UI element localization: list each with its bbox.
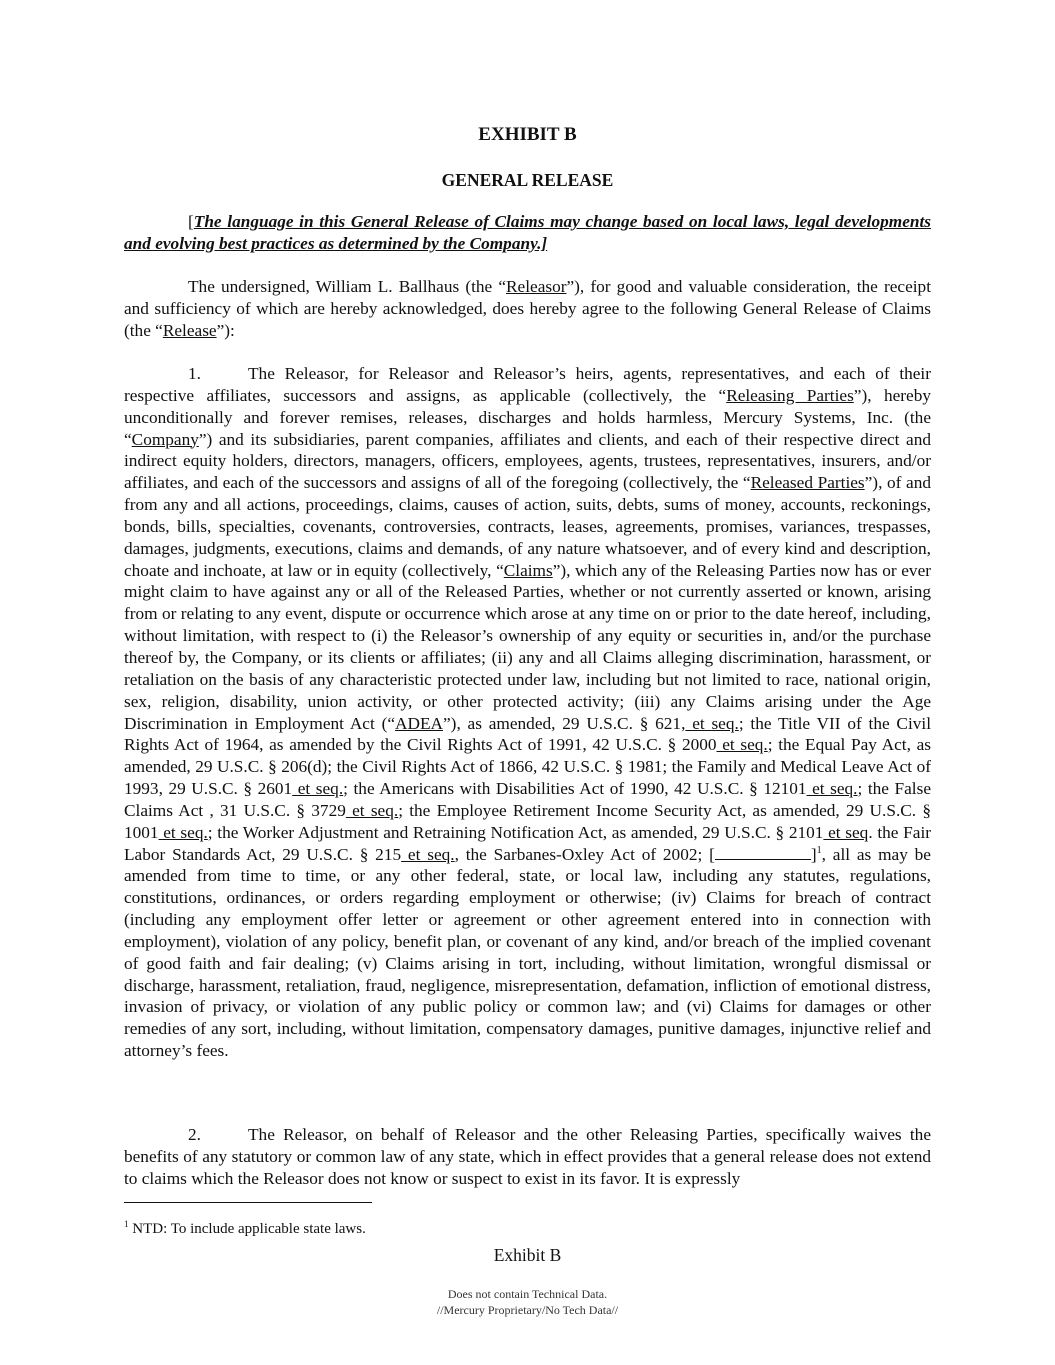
intro-text: ”):: [216, 320, 235, 340]
section-text: , all as may be amended from time to time, or any other federal, state, or local law, including any statutes, regulations, constitutions, ordinances, or orders regarding employment or otherwise; (iv) Claims for breach of contract (including any employment offer letter or agreement or other agreement entered into in connection with employment), violation of any policy, benefit plan, or covenant of any kind, and/or breach of the implied covenant of good faith and fair dealing; (v) Claims arising in tort, including, without limitation, wrongful dismissal or discharge, harassment, retaliation, fraud, negligence, misrepresentation, defamation, infliction of emotional distress, invasion of privacy, or violation of any public policy or common law; and (vi) Claims for damages or other remedies of any sort, including, without limitation, compensatory damages, punitive damages, injunctive relief and attorney’s fees.: [124, 844, 931, 1061]
section-text: ; the Employee Retirement Income Security Act, as amended, 29 U.S.C. § 1001: [124, 800, 932, 842]
defined-term-claims: Claims: [503, 560, 553, 580]
footnote-text: NTD: To include applicable state laws.: [128, 1221, 366, 1237]
section-text: ”), as amended, 29 U.S.C. § 621,: [443, 713, 686, 733]
defined-term-adea: ADEA: [395, 713, 444, 733]
technical-data-notice: Does not contain Technical Data.: [447, 1287, 608, 1301]
section-text: , the Sarbanes-Oxley Act of 2002; [: [454, 844, 715, 864]
section-text: ”) and its subsidiaries, parent companies, affiliates and clients, and each of their respective direct and indirect equity holders, directors, managers, officers, employees, agents, trustees, representatives, insurers, and/or affiliates, and each of the successors and assigns of all of the foregoing (collectively, the “: [124, 429, 931, 493]
section-text: The Releasor, on behalf of Releasor and the other Releasing Parties, specifically waives the benefits of any statutory or common law of any state, which in effect provides that a general release does not extend to claims which the Releasor does not know or suspect to exist in its favor. It is expressly: [124, 1125, 931, 1188]
footnote-reference[interactable]: 1: [816, 844, 822, 856]
intro-text: ”), for good and valuable consideration, the receipt and sufficiency of which are hereby acknowledged, does hereby agree to the following General Release of Claims (the “: [124, 277, 931, 340]
section-number: 2.: [188, 1125, 201, 1144]
proprietary-marking: //Mercury Proprietary/No Tech Data//: [436, 1303, 619, 1317]
page-label: Exhibit B: [493, 1245, 562, 1265]
section-text: ; the Americans with Disabilities Act of 1990, 42 U.S.C. § 12101: [343, 779, 807, 799]
drafting-note: [124, 211, 931, 255]
section-text: ; the False Claims Act , 31 U.S.C. § 3729: [124, 779, 931, 820]
section-number: 1.: [188, 364, 201, 383]
et-seq: et seq.: [158, 822, 208, 842]
et-seq: et seq: [823, 822, 869, 842]
defined-term-release: Release: [162, 320, 217, 340]
et-seq: et seq.: [292, 779, 344, 799]
exhibit-title: EXHIBIT B: [478, 124, 577, 145]
section-text: . the Fair Labor Standards Act, 29 U.S.C. § 215: [124, 822, 931, 864]
section-text: ”), which any of the Releasing Parties now has or ever might claim to have against any or all of the Released Parties, whether or not currently asserted or known, arising from or relating to any event, dispute or occurrence which arose at any time on or prior to the date hereof, including, without limitation, with respect to (i) the Releasor’s ownership of any equity or securities in, and/or the purchase thereof by, the Company, or its clients or affiliates; (ii) any and all Claims alleging discrimination, harassment, or retaliation on the basis of any characteristic protected under law, including but not limited to race, national origin, sex, religion, disability, union activity, or other protected activity; (iii) any Claims arising under the Age Discrimination in Employment Act (“: [124, 560, 931, 733]
et-seq: et seq.: [401, 844, 455, 864]
defined-term-releasing-parties: Releasing Parties: [726, 385, 854, 405]
et-seq: et seq.: [685, 713, 739, 733]
note-bracket: [: [188, 212, 194, 231]
release-title: GENERAL RELEASE: [441, 170, 614, 190]
blank-placeholder-field: [715, 844, 811, 860]
intro-paragraph: [124, 276, 931, 342]
footnote-divider: [124, 1202, 372, 1203]
et-seq: et seq.: [806, 779, 858, 799]
defined-term-releasor: Releasor: [506, 277, 567, 296]
defined-term-company: Company: [131, 429, 199, 449]
section-2: [124, 1124, 931, 1190]
intro-text: The undersigned, William L. Ballhaus (the “: [188, 277, 507, 296]
section-text: ; the Title VII of the Civil Rights Act of 1964, as amended by the Civil Rights Act of 1991, 42 U.S.C. § 2000: [124, 713, 932, 755]
et-seq: et seq.: [345, 800, 399, 820]
section-1: [124, 363, 931, 1062]
section-text: ”), of and from any and all actions, proceedings, claims, causes of action, suits, debts, sums of money, accounts, reckonings, bonds, bills, specialties, covenants, controversies, contracts, leases, agreements, promises, variances, trespasses, damages, judgments, executions, claims and demands, of any nature whatsoever, and of every kind and description, choate and inchoate, at law or in equity (collectively, “: [124, 473, 931, 580]
footnote: [124, 1221, 366, 1238]
section-text: ”), hereby unconditionally and forever remises, releases, discharges and holds harmless, Mercury Systems, Inc. (the “: [124, 385, 931, 449]
section-text: ]: [810, 844, 817, 864]
note-text: The language in this General Release of Claims may change based on local laws, legal developments and evolving best practices as determined by the Company.]: [124, 212, 931, 253]
section-text: ; the Equal Pay Act, as amended, 29 U.S.C. § 206(d); the Civil Rights Act of 1866, 42 U.S.C. § 1981; the Family and Medical Leave Act of 1993, 29 U.S.C. § 2601: [124, 735, 932, 799]
defined-term-released-parties: Released Parties: [750, 473, 865, 493]
et-seq: et seq.: [716, 735, 768, 755]
section-text: The Releasor, for Releasor and Releasor’s heirs, agents, representatives, and each of their respective affiliates, successors and assigns, as applicable (collectively, the “: [124, 364, 931, 405]
section-text: ; the Worker Adjustment and Retraining Notification Act, as amended, 29 U.S.C. § 2101: [207, 822, 824, 842]
footnote-mark: 1: [124, 1219, 129, 1229]
